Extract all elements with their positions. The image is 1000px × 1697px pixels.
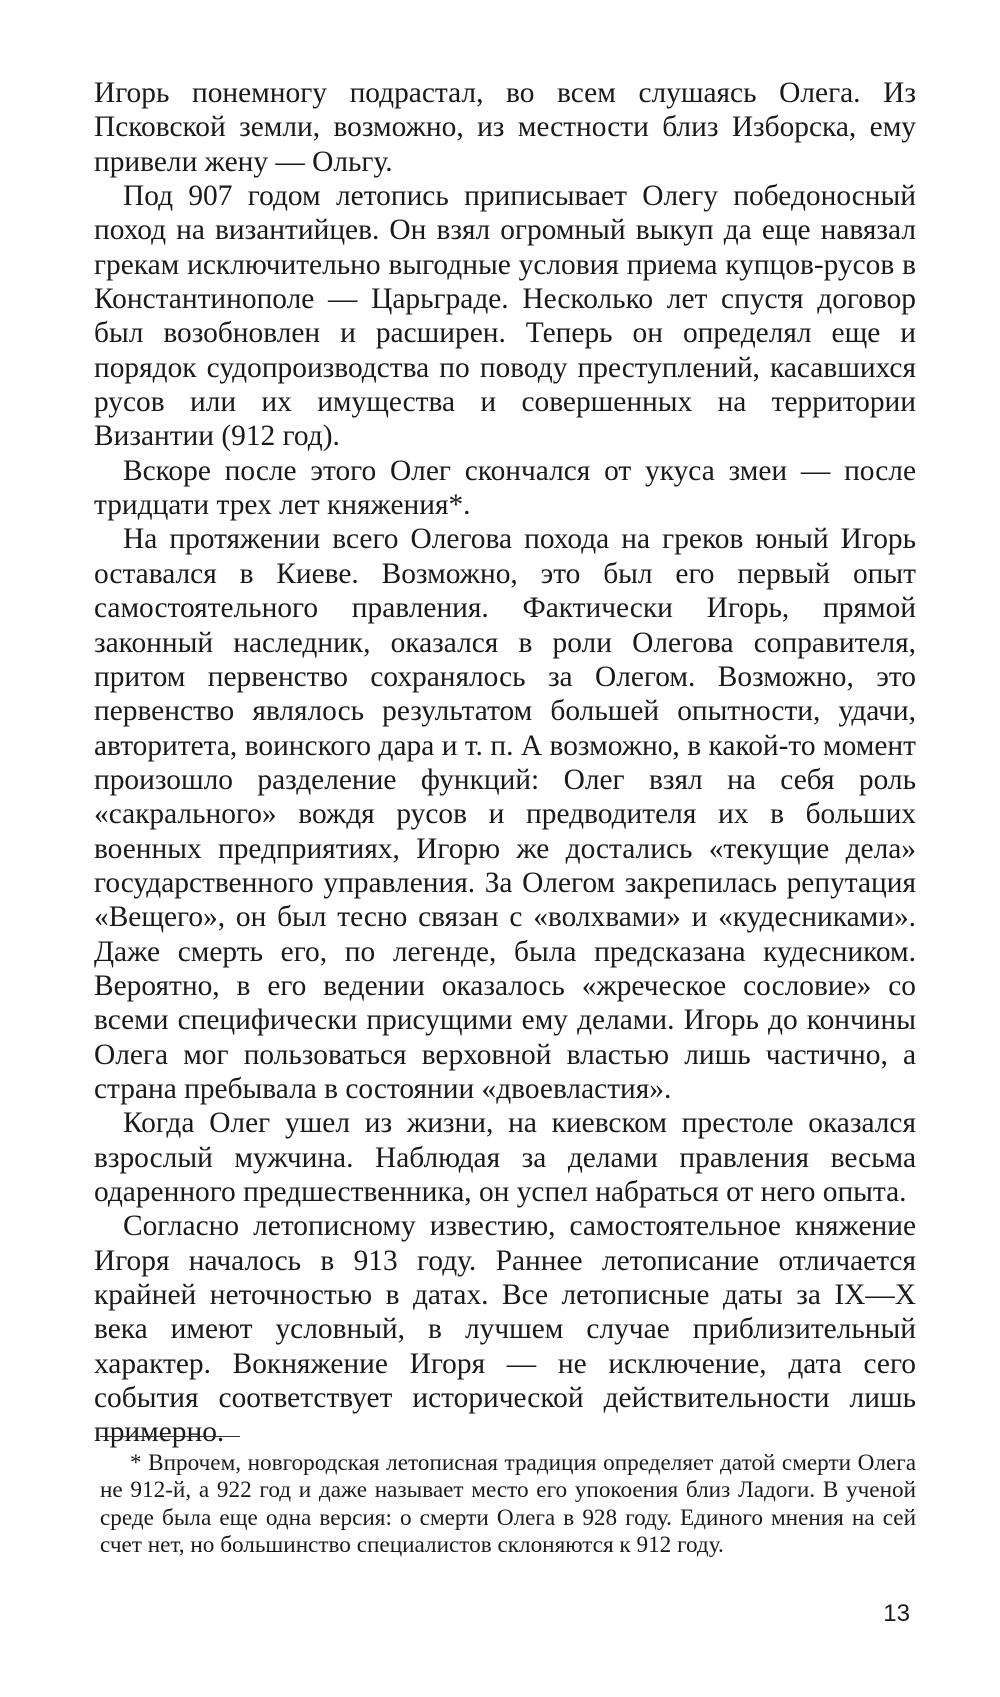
paragraph-1: Игорь понемногу подрастал, во всем слушаясь Олега. Из Псковской земли, возможно, из местности близ Изборска, ему привели жену — Ольгу. (94, 77, 916, 178)
paragraph-6: Согласно летописному известию, самостоятельное княжение Игоря началось в 913 году. Раннее летописание отличается крайней неточностью в датах. Все летописные даты за IX—X века имеют условный, в лучшем случае приблизительный характер. Вокняжение Игоря — не исключение, дата сего события соответствует исторической действительности лишь примерно. (94, 1210, 916, 1449)
footnote: * Впрочем, новгородская летописная традиция определяет датой смерти Олега не 912-й, а 922 год и даже называет место его упокоения близ Ладоги. В ученой среде была еще одна версия: о смерти Олега в 928 году. Единого мнения на сей счет нет, но большинство специалистов склоняются к 912 году. (100, 1450, 916, 1559)
paragraph-4: На протяжении всего Олегова похода на греков юный Игорь оставался в Киеве. Возможно, это был его первый опыт самостоятельного правления. Фактически Игорь, прямой законный наследник, оказался в роли Олегова соправителя, притом первенство сохранялось за Олегом. Возможно, это первенство являлось результатом большей опытности, удачи, авторитета, воинского дара и т. п. А возможно, в какой-то момент произошло разделение функций: Олег взял на себя роль «сакрального» вождя русов и предводителя их в больших военных предприятиях, Игорю же достались «текущие дела» государственного управления. За Олегом закрепилась репутация «Вещего», он был тесно связан с «волхвами» и «кудесниками». Даже смерть его, по легенде, была предсказана кудесником. Вероятно, в его ведении оказалось «жреческое сословие» со всеми специфически присущими ему делами. Игорь до кончины Олега мог пользоваться верховной властью лишь частично, а страна пребывала в состоянии «двоевластия». (94, 523, 916, 1105)
paragraph-2: Под 907 годом летопись приписывает Олегу победоносный поход на византийцев. Он взял огромный выкуп да еще навязал грекам исключительно выгодные условия приема купцов-русов в Константинополе — Царьграде. Несколько лет спустя договор был возобновлен и расширен. Теперь он определял еще и порядок судопроизводства по поводу преступлений, касавшихся русов или их имущества и совершенных на территории Византии (912 год). (94, 180, 916, 453)
main-text (94, 76, 916, 1450)
footnote-divider (100, 1436, 240, 1437)
paragraph-5: Когда Олег ушел из жизни, на киевском престоле оказался взрослый мужчина. Наблюдая за делами правления весьма одаренного предшественника, он успел набраться от него опыта. (94, 1107, 916, 1208)
paragraph-3: Вскоре после этого Олег скончался от укуса змеи — после тридцати трех лет княжения*. (94, 454, 916, 522)
page-number: 13 (883, 1600, 910, 1627)
